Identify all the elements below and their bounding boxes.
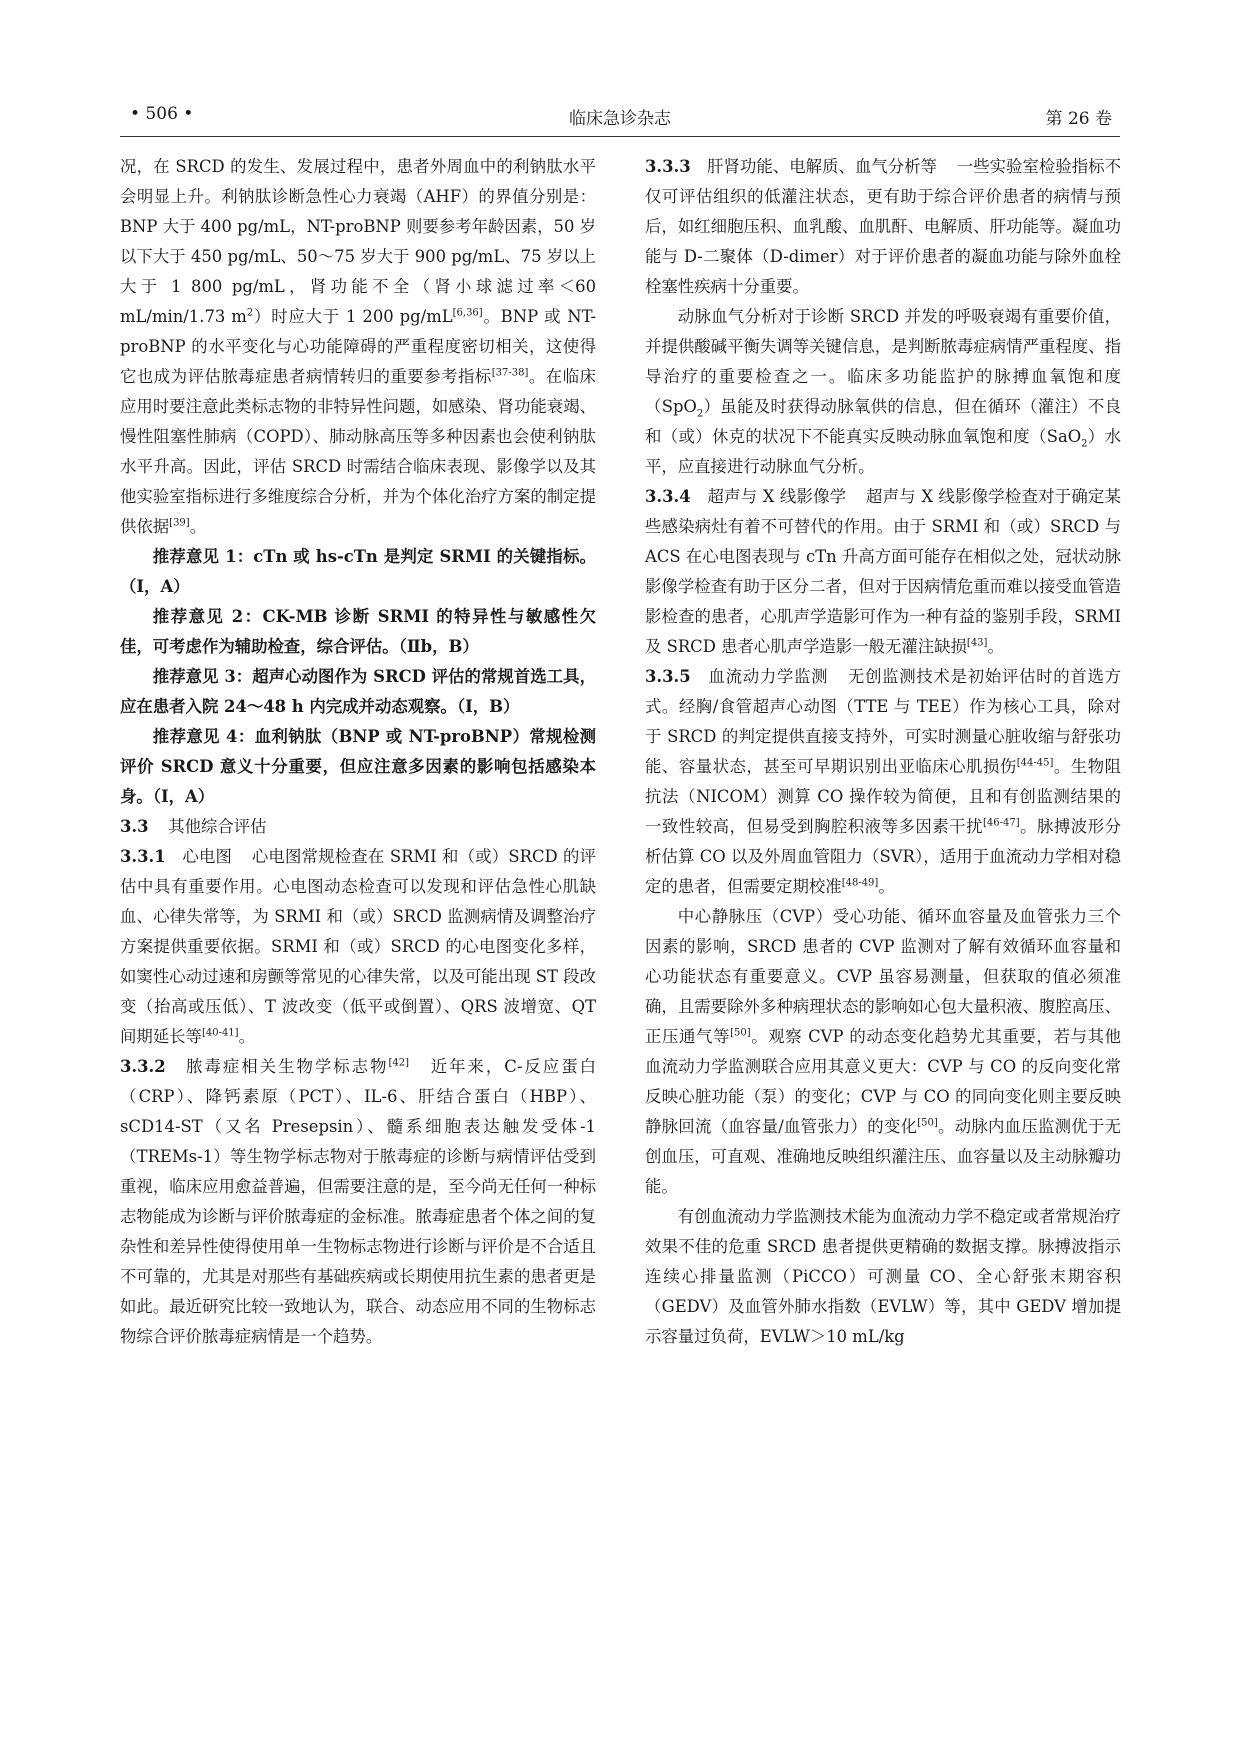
journal-name: 临床急诊杂志 [569,109,671,129]
section-3-3-4: 3.3.4 超声与 X 线影像学 超声与 X 线影像学检查对于确定某些感染病灶有着不可替代的作用。由于 SRMI 和（或）SRCD 与 ACS 在心电图表现与 cTn 升高方面可能存在相似之处，冠状动脉影像学检查有助于区分二者，但对于因病情危重而难以接受血管造影检查的患者，心肌声学造影可作为一种有益的鉴别手段，SRMI 及 SRCD 患者心肌声学造影一般无灌注缺损[43]。 [645,487,1122,656]
right-column [645,152,1121,1352]
section-3-3-2: 3.3.2 脓毒症相关生物学标志物[42] 近年来，C-反应蛋白（CRP）、降钙素原（PCT）、IL-6、肝结合蛋白（HBP）、sCD14-ST（又名 Presepsin）、髓系细胞表达触发受体-1（TREMs-1）等生物学标志物对于脓毒症的诊断与病情评估受到重视，临床应用愈益普遍，但需要注意的是，至今尚无任何一种标志物能成为诊断与评价脓毒症的金标准。脓毒症患者个体之间的复杂性和差异性使得使用单一生物标志物进行诊断与评价是不合适且不可靠的，尤其是对那些有基础疾病或长期使用抗生素的患者更是如此。最近研究比较一致地认为，联合、动态应用不同的生物标志物综合评价脓毒症病情是一个趋势。 [120,1057,596,1346]
recommendation-4: 推荐意见 4：血利钠肽（BNP 或 NT-proBNP）常规检测评价 SRCD 意义十分重要，但应注意多因素的影响包括感染本身。（Ⅰ，A） [120,727,596,806]
section-3-3-1: 3.3.1 心电图 心电图常规检查在 SRMI 和（或）SRCD 的评估中具有重要作用。心电图动态检查可以发现和评估急性心肌缺血、心律失常等，为 SRMI 和（或）SRCD 监测病情及调整治疗方案提供重要依据。SRMI 和（或）SRCD 的心电图变化多样，如窦性心动过速和房颤等常见的心律失常，以及可能出现 ST 段改变（抬高或压低）、T 波改变（低平或倒置）、QRS 波增宽、QT 间期延长等[40-41]。 [120,847,596,1046]
volume-label: 第 26 卷 [1045,109,1112,129]
left-column [120,152,596,1352]
page-number: • 506 • [130,104,194,124]
recommendation-1: 推荐意见 1：cTn 或 hs-cTn 是判定 SRMI 的关键指标。（Ⅰ，A） [120,547,596,596]
section-heading-3-3: 3.3 其他综合评估 [120,817,267,836]
paragraph-cvp: 中心静脉压（CVP）受心功能、循环血容量及血管张力三个因素的影响，SRCD 患者的 CVP 监测对了解有效循环血容量和心功能状态有重要意义。CVP 虽容易测量，但获取的值必须准确，且需要除外多种病理状态的影响如心包大量积液、腹腔高压、正压通气等[50]。观察 CVP 的动态变化趋势尤其重要，若与其他血流动力学监测联合应用其意义更大：CVP 与 CO 的反向变化常反映心脏功能（泵）的变化；CVP 与 CO 的同向变化则主要反映静脉回流（血容量/血管张力）的变化[50]。动脉内血压监测优于无创血压，可直观、准确地反映组织灌注压、血容量以及主动脉瓣功能。 [645,907,1122,1196]
paragraph-blood-gas: 动脉血气分析对于诊断 SRCD 并发的呼吸衰竭有重要价值，并提供酸碱平衡失调等关键信息，是判断脓毒症病情严重程度、指导治疗的重要检查之一。临床多功能监护的脉搏血氧饱和度（SpO$_2$）虽能及时获得动脉氧供的信息，但在循环（灌注）不良和（或）休克的状况下不能真实反映动脉血氧饱和度（SaO$_2$）水平，应直接进行动脉血气分析。 [645,307,1122,476]
recommendation-2: 推荐意见 2：CK-MB 诊断 SRMI 的特异性与敏感性欠佳，可考虑作为辅助检查，综合评估。（Ⅱb，B） [120,607,596,656]
paragraph-invasive-monitoring: 有创血流动力学监测技术能为血流动力学不稳定或者常规治疗效果不佳的危重 SRCD 患者提供更精确的数据支撑。脉搏波指示连续心排量监测（PiCCO）可测量 CO、全心舒张末期容积（GEDV）及血管外肺水指数（EVLW）等，其中 GEDV 增加提示容量过负荷，EVLW＞10 mL/kg [645,1207,1121,1346]
page-header [120,100,1120,137]
section-3-3-3: 3.3.3 肝肾功能、电解质、血气分析等 一些实验室检验指标不仅可评估组织的低灌注状态，更有助于综合评价患者的病情与预后，如红细胞压积、血乳酸、血肌酐、电解质、肝功能等。凝血功能与 D-二聚体（D-dimer）对于评价患者的凝血功能与除外血栓栓塞性疾病十分重要。 [645,157,1122,296]
recommendation-3: 推荐意见 3：超声心动图作为 SRCD 评估的常规首选工具，应在患者入院 24～48 h 内完成并动态观察。（Ⅰ，B） [120,667,596,716]
paragraph-natriuretic: 况，在 SRCD 的发生、发展过程中，患者外周血中的利钠肽水平会明显上升。利钠肽诊断急性心力衰竭（AHF）的界值分别是：BNP 大于 400 pg/mL，NT-proBNP 则要参考年龄因素，50 岁以下大于 450 pg/mL、50～75 岁大于 900 pg/mL、75 岁以上大于 1 800 pg/mL，肾功能不全（肾小球滤过率＜60 mL/min/1.73 $m^2$）时应大于 1 200 pg/mL[6,36]。BNP 或 NT-proBNP 的水平变化与心功能障碍的严重程度密切相关，这使得它也成为评估脓毒症患者病情转归的重要参考指标[37-38]。在临床应用时要注意此类标志物的非特异性问题，如感染、肾功能衰竭、慢性阻塞性肺病（COPD）、肺动脉高压等多种因素也会使利钠肽水平升高。因此，评估 SRCD 时需结合临床表现、影像学以及其他实验室指标进行多维度综合分析，并为个体化治疗方案的制定提供依据[39]。 [120,157,596,536]
section-3-3-5: 3.3.5 血流动力学监测 无创监测技术是初始评估时的首选方式。经胸/食管超声心动图（TTE 与 TEE）作为核心工具，除对于 SRCD 的判定提供直接支持外，可实时测量心脏收缩与舒张功能、容量状态，甚至可早期识别出亚临床心肌损伤[44-45]。生物阻抗法（NICOM）测算 CO 操作较为简便，且和有创监测结果的一致性较高，但易受到胸腔积液等多因素干扰[46-47]。脉搏波形分析估算 CO 以及外周血管阻力（SVR），适用于血流动力学相对稳定的患者，但需要定期校准[48-49]。 [645,667,1122,896]
